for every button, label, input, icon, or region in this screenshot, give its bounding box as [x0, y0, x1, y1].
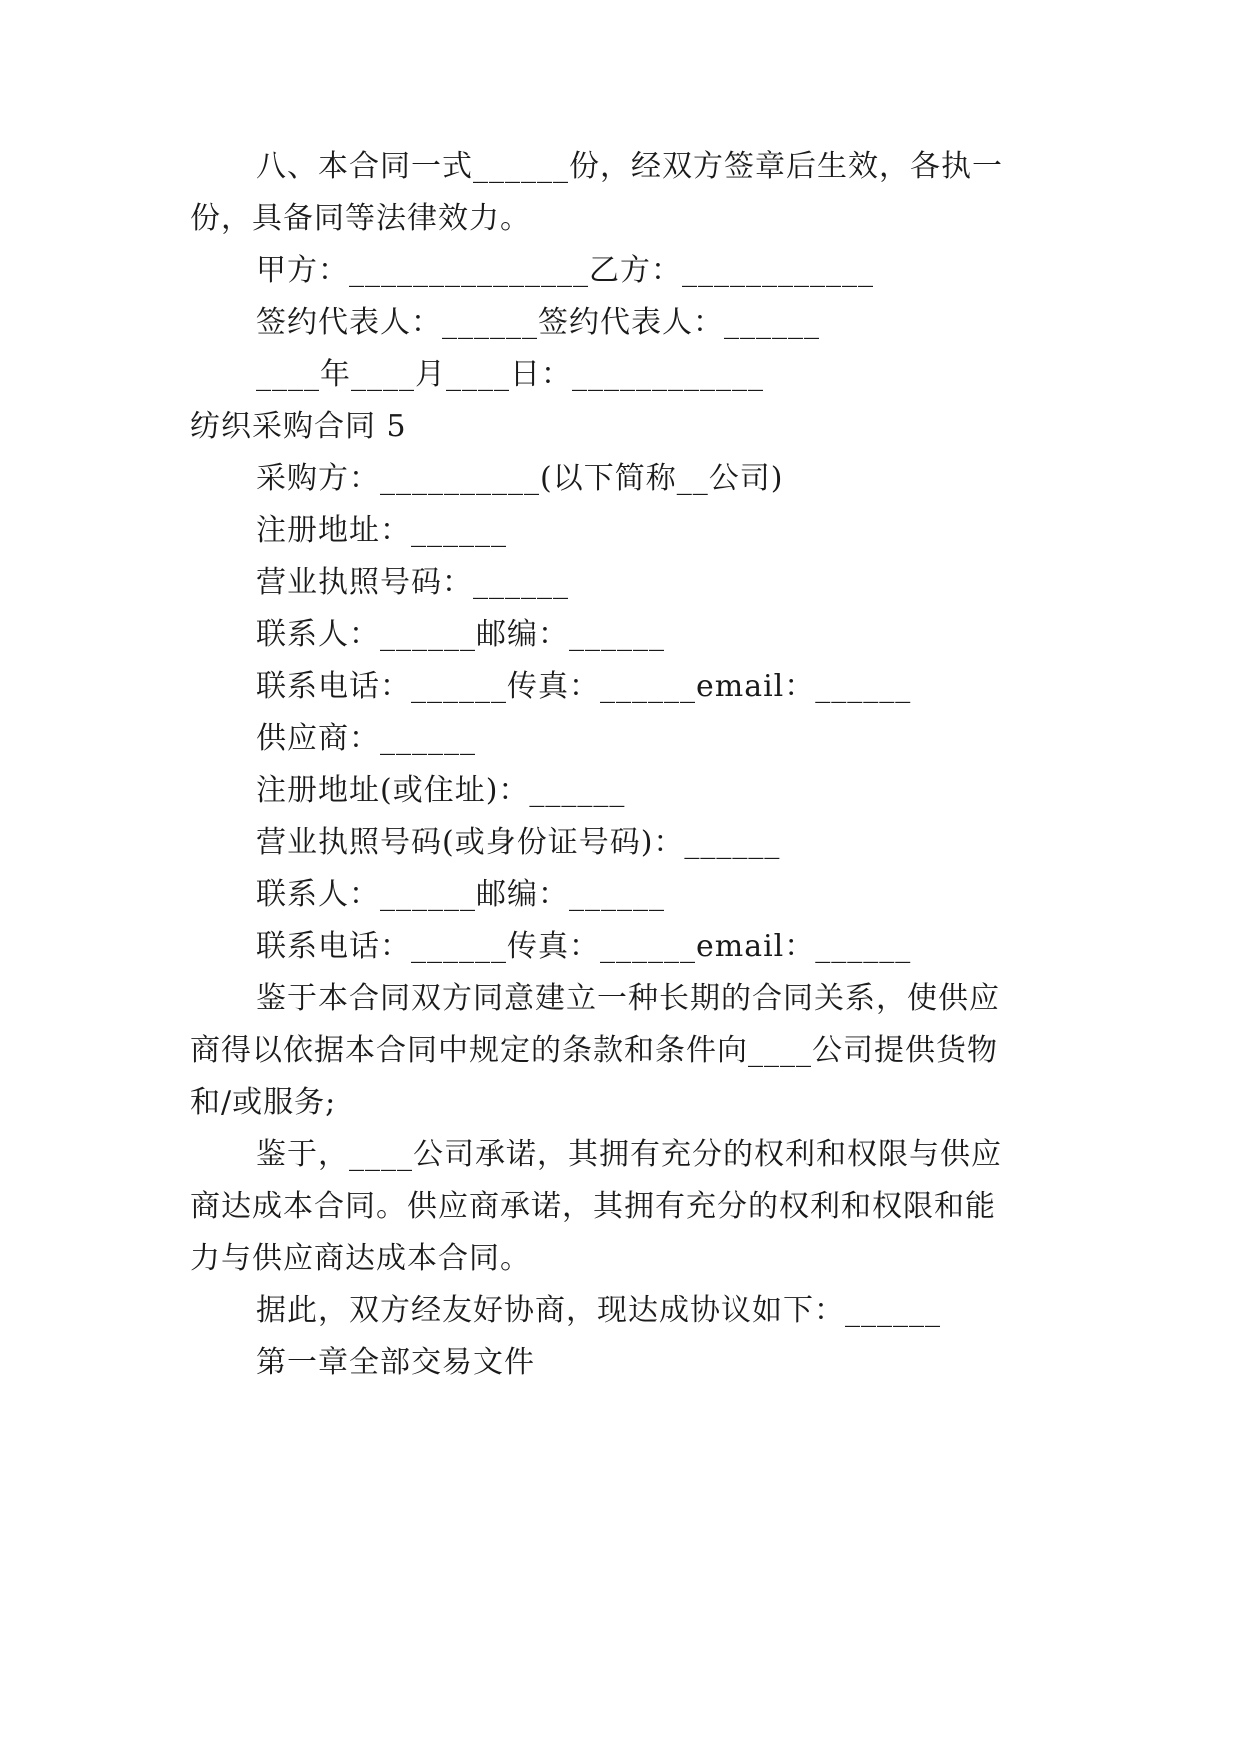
purchaser-address-line: 注册地址：______ — [256, 513, 507, 548]
purchaser-contact-line: 联系人：______邮编：______ — [256, 617, 665, 652]
supplier-contact-line: 联系人：______邮编：______ — [256, 877, 665, 912]
supplier-address-line: 注册地址(或住址)：______ — [256, 773, 626, 808]
supplier-line: 供应商：______ — [256, 721, 476, 756]
document-page — [190, 0, 1050, 1754]
recital-one-line-1: 鉴于本合同双方同意建立一种长期的合同关系，使供应 — [256, 981, 1000, 1016]
clause-eight-line-1: 八、本合同一式______份，经双方签章后生效，各执一 — [256, 149, 1003, 184]
signatory-line: 签约代表人：______签约代表人：______ — [256, 305, 820, 340]
recital-one-line-3: 和/或服务; — [190, 1085, 337, 1120]
purchaser-license-line: 营业执照号码：______ — [256, 565, 569, 600]
recital-two-line-2: 商达成本合同。供应商承诺，其拥有充分的权利和权限和能 — [190, 1189, 996, 1224]
purchaser-phone-line: 联系电话：______传真：______email：______ — [256, 669, 912, 704]
supplier-license-line: 营业执照号码(或身份证号码)：______ — [256, 825, 781, 860]
clause-eight-line-2: 份，具备同等法律效力。 — [190, 201, 531, 236]
recital-two-line-1: 鉴于，____公司承诺，其拥有充分的权利和权限与供应 — [256, 1137, 1002, 1172]
agreement-line: 据此，双方经友好协商，现达成协议如下：______ — [256, 1293, 941, 1328]
recital-one-line-2: 商得以依据本合同中规定的条款和条件向____公司提供货物 — [190, 1033, 998, 1068]
supplier-phone-line: 联系电话：______传真：______email：______ — [256, 929, 912, 964]
recital-two-line-3: 力与供应商达成本合同。 — [190, 1241, 531, 1276]
section-title: 纺织采购合同 5 — [190, 409, 407, 444]
party-a-b-line: 甲方：_______________乙方：____________ — [256, 253, 874, 288]
purchaser-line: 采购方：__________(以下简称__公司) — [256, 461, 784, 496]
date-line: ____年____月____日：____________ — [256, 357, 764, 392]
chapter-one-title: 第一章全部交易文件 — [256, 1345, 535, 1380]
